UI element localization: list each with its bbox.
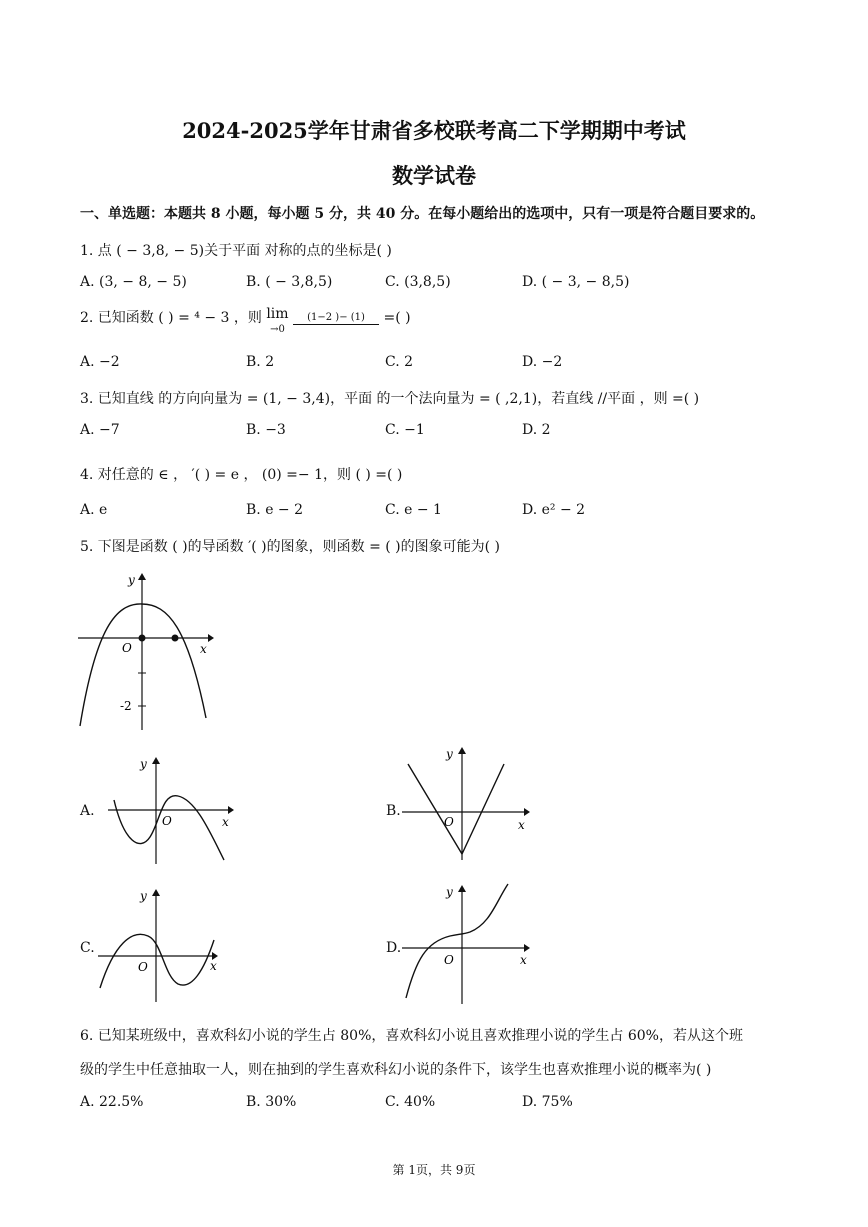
option-d-graph [400, 880, 535, 1005]
exam-title: 2024-2025学年甘肃省多校联考高二下学期期中考试 [182, 118, 686, 143]
q6-option-b: B. 30% [246, 1094, 297, 1110]
q4-option-a: A. e [80, 502, 108, 518]
q4-option-b: B. e − 2 [246, 502, 304, 518]
option-c-graph [96, 884, 231, 1004]
x-axis-arrow [524, 944, 530, 952]
y-axis-arrow [152, 757, 160, 764]
x-axis-label: x [518, 818, 525, 832]
x-axis-label: x [200, 642, 207, 656]
curve-c [100, 934, 214, 988]
q6-option-c: C. 40% [385, 1094, 436, 1110]
exam-subtitle: 数学试卷 [392, 163, 476, 188]
x-axis-arrow [208, 634, 214, 642]
q5-option-b-label: B. [386, 803, 401, 819]
question-5-stem: 5. 下图是函数 ( )的导函数 ′( )的图象，则函数 = ( )的图象可能为( ) [80, 539, 501, 555]
q1-option-a: A. (3, − 8, − 5) [80, 274, 187, 290]
q6-option-d: D. 75% [522, 1094, 573, 1110]
option-a-graph [100, 752, 240, 867]
origin-label: O [444, 815, 454, 829]
lim-text: lim [266, 306, 289, 322]
q3-option-a: A. −7 [80, 422, 120, 438]
q2-option-b: B. 2 [246, 354, 275, 370]
q3-option-d: D. 2 [522, 422, 551, 438]
question-1-stem: 1. 点 ( − 3,8, − 5)关于平面 对称的点的坐标是( ) [80, 243, 392, 259]
q2-option-d: D. −2 [522, 354, 563, 370]
y-axis-arrow [152, 889, 160, 896]
section-heading: 一、单选题：本题共 8 小题，每小题 5 分，共 40 分。在每小题给出的选项中，只有一项是符合题目要求的。 [80, 206, 765, 222]
fraction-bar [293, 324, 379, 325]
limit-operator [266, 307, 288, 337]
origin-label: O [122, 641, 132, 655]
y-axis-label: y [128, 573, 135, 587]
derivative-curve [80, 604, 206, 726]
limit-fraction [293, 312, 379, 325]
y-axis-label: y [446, 747, 453, 761]
q3-option-b: B. −3 [246, 422, 286, 438]
q2-stem-a: 2. 已知函数 ( ) = ⁴ − 3 ，则 [80, 310, 262, 326]
q4-option-d: D. e² − 2 [522, 502, 586, 518]
origin-label: O [444, 953, 454, 967]
q3-option-c: C. −1 [385, 422, 425, 438]
fraction-numerator: (1−2 )− (1) [307, 311, 365, 323]
question-3-stem: 3. 已知直线 的方向向量为 = (1, − 3,4)，平面 的一个法向量为 = ( ,2,1)，若直线 //平面 ，则 =( ) [80, 391, 700, 407]
x-axis-label: x [210, 959, 217, 973]
question-4-stem: 4. 对任意的 ∈ ， ′( ) = e ， (0) =− 1，则 ( ) =( ) [80, 467, 403, 483]
zero-point-positive [172, 635, 179, 642]
tick-label-minus-2: -2 [120, 699, 132, 713]
q5-option-c-label: C. [80, 940, 95, 956]
question-6-stem-line-1: 6. 已知某班级中，喜欢科幻小说的学生占 80%，喜欢科幻小说且喜欢推理小说的学生占 60%，若从这个班 [80, 1028, 743, 1044]
x-axis-arrow [228, 806, 234, 814]
y-axis-label: y [446, 885, 453, 899]
y-axis-arrow [458, 885, 466, 892]
x-axis-label: x [520, 953, 527, 967]
y-axis-arrow [458, 747, 466, 754]
x-axis-label: x [222, 815, 229, 829]
q5-option-d-label: D. [386, 940, 402, 956]
lim-subscript: →0 [270, 324, 285, 335]
y-axis-arrow [138, 573, 146, 580]
q2-option-a: A. −2 [80, 354, 120, 370]
question-6-stem-line-2: 级的学生中任意抽取一人，则在抽到的学生喜欢科幻小说的条件下，该学生也喜欢推理小说的概率为( ) [80, 1062, 712, 1078]
q2-option-c: C. 2 [385, 354, 414, 370]
question-2-stem [80, 307, 411, 337]
zero-point-origin [139, 635, 146, 642]
curve-d [406, 884, 508, 998]
q6-option-a: A. 22.5% [80, 1094, 144, 1110]
curve-b [408, 764, 504, 854]
x-axis-arrow [524, 808, 530, 816]
q4-option-c: C. e − 1 [385, 502, 442, 518]
origin-label: O [162, 814, 172, 828]
derivative-graph [76, 568, 216, 733]
q2-stem-b: =( ) [383, 310, 411, 326]
origin-label: O [138, 960, 148, 974]
q5-option-a-label: A. [80, 803, 95, 819]
y-axis-label: y [140, 889, 147, 903]
q1-option-d: D. ( − 3, − 8,5) [522, 274, 630, 290]
q1-option-c: C. (3,8,5) [385, 274, 451, 290]
page-footer: 第 1页，共 9页 [392, 1163, 476, 1177]
option-b-graph [400, 742, 535, 862]
y-axis-label: y [140, 757, 147, 771]
q1-option-b: B. ( − 3,8,5) [246, 274, 333, 290]
